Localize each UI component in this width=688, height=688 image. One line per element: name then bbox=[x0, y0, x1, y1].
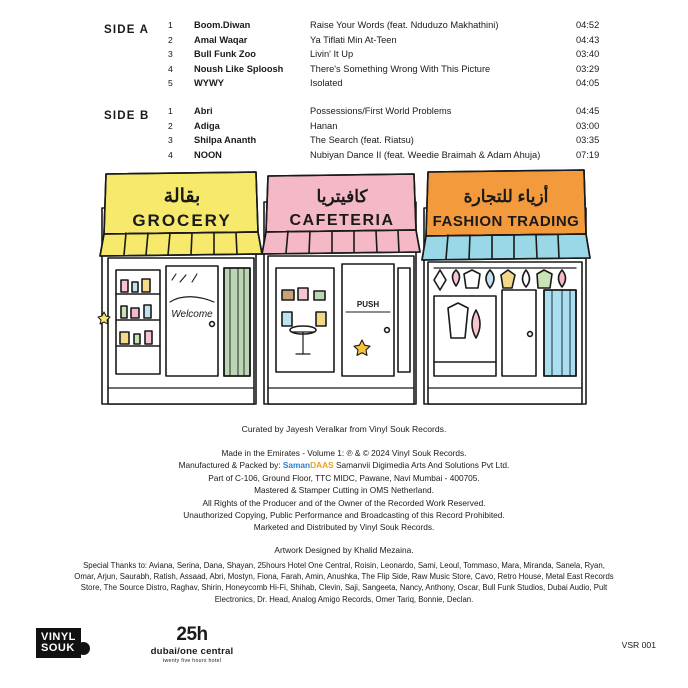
track-title: Ya Tiflati Min At-Teen bbox=[310, 34, 397, 45]
side-a-tracks bbox=[168, 20, 688, 93]
cafeteria-english-sign: CAFETERIA bbox=[289, 212, 395, 229]
catalog-number: VSR 001 bbox=[621, 640, 656, 650]
saman-brand: Saman bbox=[282, 460, 311, 471]
track-time: 04:43 bbox=[576, 34, 600, 45]
cafeteria-arabic-sign: كافيتريا bbox=[316, 187, 368, 206]
side-b-label: SIDE B bbox=[104, 110, 150, 122]
hotel-25h-logo bbox=[128, 624, 256, 664]
track-title: Nubiyan Dance II (feat. Weedie Braimah & Adam Ahuja) bbox=[310, 149, 541, 160]
track-title: Possessions/First World Problems bbox=[310, 106, 452, 116]
credit-line-manufactured bbox=[0, 459, 688, 471]
track-title: There's Something Wrong With This Picture bbox=[310, 63, 491, 74]
side-b-tracks bbox=[168, 106, 688, 164]
hotel-name: dubai/one central bbox=[150, 646, 234, 657]
track-number: 3 bbox=[168, 135, 173, 146]
track-number: 4 bbox=[168, 63, 173, 74]
track-title: Hanan bbox=[310, 120, 338, 131]
side-a-block bbox=[0, 20, 688, 96]
track-row bbox=[168, 64, 688, 79]
cafeteria-door-text: PUSH bbox=[356, 300, 380, 309]
shopfront-illustration bbox=[96, 162, 592, 410]
vinyl-souk-line2: SOUK bbox=[41, 642, 75, 654]
track-time: 03:00 bbox=[576, 120, 600, 131]
track-time: 04:45 bbox=[576, 106, 600, 116]
track-time: 04:52 bbox=[576, 20, 600, 30]
credit-line-marketed: Marketed and Distributed by Vinyl Souk Records. bbox=[253, 522, 435, 533]
track-artist: Shilpa Ananth bbox=[194, 135, 257, 146]
special-thanks: Special Thanks to: Aviana, Serina, Dana, Shayan, 25hours Hotel One Central, Roisin, Leonardo, Sami, Leoul, Tommaso, Mara, Miranda, Sanela, Ryan, Omar, Arjun, Saurabh, Ratish, Assaad, Abri, Mostyn, Fiona, Farah, Amin, Anushka, The Flip Side, Raw Music Store, Cavo, Retro House, Metal East Records Store, The Source Distro, Raghav, Shirin, Honeycomb Hi-Fi, Shihab, Clevin, Saji, Sangeeta, Nancy, Anthony, Oscar, Bull Funk Studios, Dubai Audio, Pult Electronics, Dr. Head, Analog Amigo Records, Omer Tariq, Bonnie, Declan. bbox=[74, 561, 614, 604]
tracklist bbox=[0, 20, 688, 180]
credit-line-rights: All Rights of the Producer and of the Owner of the Recorded Work Reserved. bbox=[202, 497, 486, 508]
track-number: 4 bbox=[168, 149, 173, 160]
footer bbox=[0, 626, 688, 670]
artwork-credit: Artwork Designed by Khalid Mezaina. bbox=[274, 544, 414, 555]
hotel-tagline: twenty five hours hotel bbox=[162, 658, 222, 664]
hotel-number: 25h bbox=[176, 624, 208, 645]
credit-line-address: Part of C-106, Ground Floor, TTC MIDC, Pawane, Navi Mumbai - 400705. bbox=[208, 472, 480, 483]
track-artist: WYWY bbox=[194, 78, 224, 89]
track-row bbox=[168, 20, 688, 35]
track-time: 03:35 bbox=[576, 135, 600, 146]
manufactured-suffix: Samanvii Digimedia Arts And Solutions Pvt Ltd. bbox=[335, 460, 510, 471]
grocery-door-text: Welcome bbox=[171, 309, 213, 320]
vinyl-souk-logo-box bbox=[36, 628, 81, 658]
fashion-arabic-sign: أزياء للتجارة bbox=[463, 187, 549, 206]
track-number: 3 bbox=[168, 49, 173, 60]
grocery-english-sign: GROCERY bbox=[132, 211, 232, 230]
track-artist: Amal Waqar bbox=[194, 34, 248, 45]
track-artist: Boom.Diwan bbox=[194, 20, 251, 30]
vinyl-souk-line1: VINYL bbox=[41, 631, 76, 643]
curator-line: Curated by Jayesh Veralkar from Vinyl Souk Records. bbox=[241, 424, 447, 434]
track-number: 2 bbox=[168, 120, 173, 131]
track-time: 07:19 bbox=[576, 149, 600, 160]
track-artist: Adiga bbox=[194, 120, 220, 131]
track-artist: Noush Like Sploosh bbox=[194, 63, 284, 74]
side-b-block bbox=[0, 106, 688, 170]
track-number: 1 bbox=[168, 20, 173, 30]
vinyl-record-icon bbox=[77, 642, 90, 655]
track-artist: Bull Funk Zoo bbox=[194, 49, 256, 60]
track-row bbox=[168, 35, 688, 50]
credits-block bbox=[0, 424, 688, 555]
track-number: 1 bbox=[168, 106, 173, 116]
credit-line-unauthorized: Unauthorized Copying, Public Performance and Broadcasting of this Record Prohibited. bbox=[183, 510, 505, 521]
vinyl-souk-logo bbox=[36, 628, 90, 658]
manufactured-prefix: Manufactured & Packed by: bbox=[178, 460, 281, 471]
side-a-label: SIDE A bbox=[104, 24, 150, 36]
track-title: Isolated bbox=[310, 78, 343, 89]
track-time: 04:05 bbox=[576, 78, 600, 89]
track-number: 5 bbox=[168, 78, 173, 89]
track-row bbox=[168, 78, 688, 93]
track-artist: NOON bbox=[194, 149, 222, 160]
daas-brand: DAAS bbox=[310, 460, 334, 471]
track-artist: Abri bbox=[194, 106, 213, 116]
track-time: 03:29 bbox=[576, 63, 600, 74]
track-row bbox=[168, 121, 688, 136]
track-title: Raise Your Words (feat. Nduduzo Makhathini) bbox=[310, 20, 499, 30]
track-row bbox=[168, 106, 688, 121]
track-title: Livin' It Up bbox=[310, 49, 354, 60]
fashion-english-sign: FASHION TRADING bbox=[432, 213, 580, 230]
track-row bbox=[168, 135, 688, 150]
track-title: The Search (feat. Riatsu) bbox=[310, 135, 414, 146]
grocery-arabic-sign: بقالة bbox=[163, 186, 201, 207]
credit-line-mastered: Mastered & Stamper Cutting in OMS Netherland. bbox=[254, 485, 434, 496]
credit-line-made: Made in the Emirates - Volume 1: ℗ & © 2024 Vinyl Souk Records. bbox=[221, 448, 467, 458]
track-number: 2 bbox=[168, 34, 173, 45]
track-time: 03:40 bbox=[576, 49, 600, 60]
track-row bbox=[168, 49, 688, 64]
